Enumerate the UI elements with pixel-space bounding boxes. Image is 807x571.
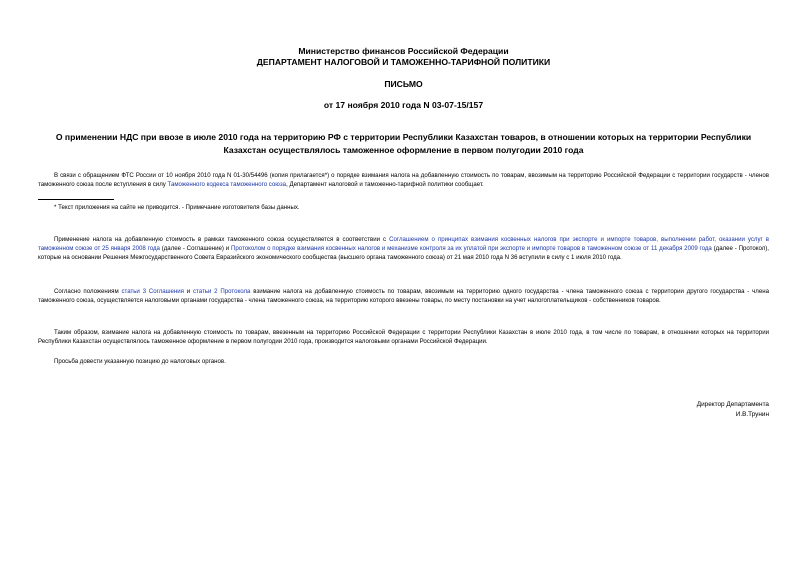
paragraph-2: [38, 236, 769, 263]
signer-position: Директор Департамента: [696, 401, 769, 408]
document-title: О применении НДС при ввозе в июле 2010 года на территорию РФ с территории Республики Казахстан товаров, в отношении которых на территории Республики Казахстан осуществлялось таможенное оформление в первом полугодии 2010 года: [55, 132, 752, 155]
paragraph-3-text-b: и: [183, 288, 193, 295]
paragraph-3: [38, 288, 769, 306]
ministry-name: Министерство финансов Российской Федерации: [298, 46, 509, 56]
paragraph-2-text-a: Применение налога на добавленную стоимость в рамках таможенного союза осуществляется в соответствии с: [54, 236, 390, 243]
document-type: ПИСЬМО: [384, 79, 423, 89]
footnote: * Текст приложения на сайте не приводится. - Примечание изготовителя базы данных.: [54, 204, 300, 211]
customs-code-link[interactable]: Таможенного кодекса таможенного союза: [167, 180, 287, 188]
signer-name: И.В.Трунин: [735, 411, 769, 418]
protocol-article-2-link[interactable]: статьи 2 Протокола: [192, 288, 251, 295]
footnote-divider: [38, 199, 114, 200]
paragraph-1: [38, 172, 769, 190]
paragraph-1-text-a: В связи с обращением ФТС России от 10 ноября 2010 года N 01-30/54496 (копия прилагается*) о порядке взимания налога на добавленную стоимость по товарам, ввозимым на территорию Российской Федерации с территории государств - членов таможенного союза после вступления в силу: [38, 172, 769, 188]
protocol-link[interactable]: Протоколом о порядке взимания косвенных налогов и механизме контроля за их уплатой при экспорте и импорте товаров в таможенном союзе от 11 декабря 2009 года: [230, 244, 712, 252]
agreement-article-3-link[interactable]: статьи 3 Соглашения: [121, 288, 184, 295]
paragraph-4: Таким образом, взимание налога на добавленную стоимость по товарам, ввезенным на территорию Российской Федерации с территории Республики Казахстан в июле 2010 года, в том числе по товарам, в отношении которых на территории Республики Казахстан осуществлялось таможенное оформление в первом полугодии 2010 года, производится налоговыми органами Российской Федерации.: [38, 329, 769, 345]
paragraph-3-text-a: Согласно положениям: [54, 288, 122, 295]
document-date-number: от 17 ноября 2010 года N 03-07-15/157: [323, 100, 484, 110]
agreement-link[interactable]: Соглашением о принципах взимания косвенных налогов при экспорте и импорте товаров, выполнении работ, оказании услуг в таможенном союзе от 25 января 2008 года: [38, 236, 769, 252]
paragraph-3-text-c: взимание налога на добавленную стоимость по товарам, ввозимым на территорию одного государства - члена таможенного союза с территории другого государства - члена таможенного союза, осуществляется налоговыми органами государства - члена таможенного союза, на территорию которого ввезены товары, по месту постановки на учет налогоплательщиков - собственников товаров.: [38, 288, 769, 304]
department-name: ДЕПАРТАМЕНТ НАЛОГОВОЙ И ТАМОЖЕННО-ТАРИФНОЙ ПОЛИТИКИ: [256, 57, 551, 67]
paragraph-5: Просьба довести указанную позицию до налоговых органов.: [54, 358, 226, 365]
paragraph-2-text-b: (далее - Соглашение) и: [159, 244, 231, 252]
paragraph-1-text-b: , Департамент налоговой и таможенно-тарифной политики сообщает.: [286, 180, 484, 188]
paragraph-2-text-c: (далее - Протокол), которые на основании Решения Межгосударственного Совета Евразийского экономического сообщества (высшего органа таможенного союза) от 21 мая 2010 года N 36 вступили в силу с 1 июля 2010 года.: [38, 244, 769, 261]
